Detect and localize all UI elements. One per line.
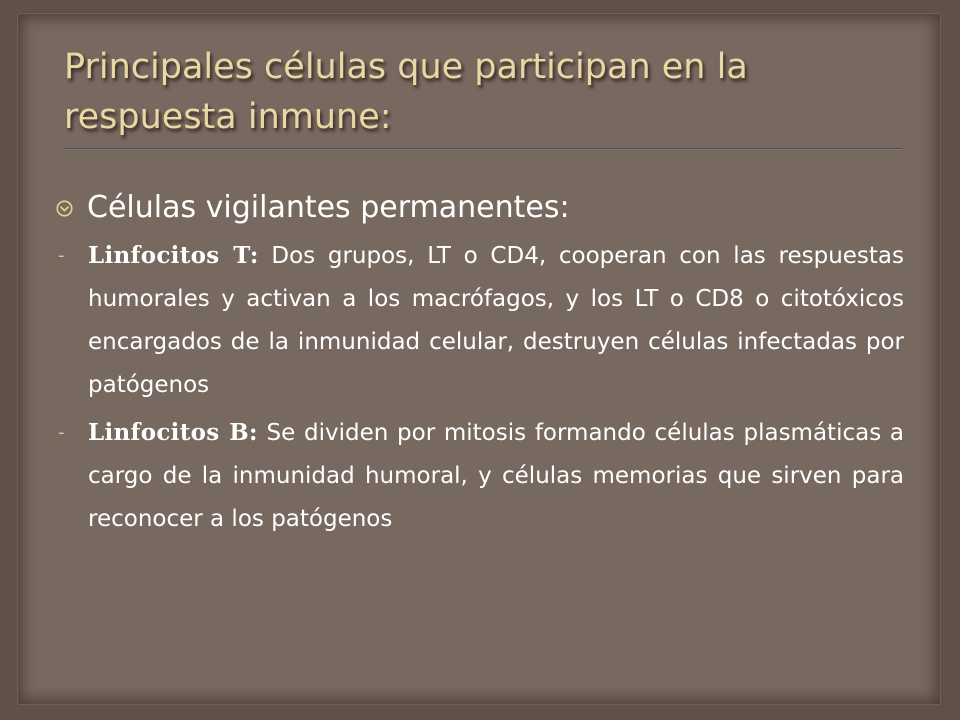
section-heading: Células vigilantes permanentes: <box>87 190 570 225</box>
list-item-term: Linfocitos T: <box>88 242 259 269</box>
circled-chevron-icon <box>56 200 73 217</box>
list-item-marker: - <box>58 422 65 443</box>
list-item-linfocitos-t <box>56 234 904 407</box>
list-item-linfocitos-b <box>56 411 904 541</box>
title-divider <box>64 148 902 149</box>
slide-body <box>56 186 904 545</box>
list-item-text: Se dividen por mitosis formando células plasmáticas a cargo de la inmunidad humoral, y células memorias que sirven para reconocer a los patógenos <box>88 420 905 532</box>
list-item-term: Linfocitos B: <box>88 419 258 446</box>
list-item-marker: - <box>58 245 65 266</box>
list-item-text: Dos grupos, LT o CD4, cooperan con las respuestas humorales y activan a los macrófagos, y los LT o CD8 o citotóxicos encargados de la inmunidad celular, destruyen células infectadas por patógenos <box>88 243 904 398</box>
section-heading-row <box>56 186 904 230</box>
slide-title: Principales células que participan en la respuesta inmune: <box>64 47 748 137</box>
